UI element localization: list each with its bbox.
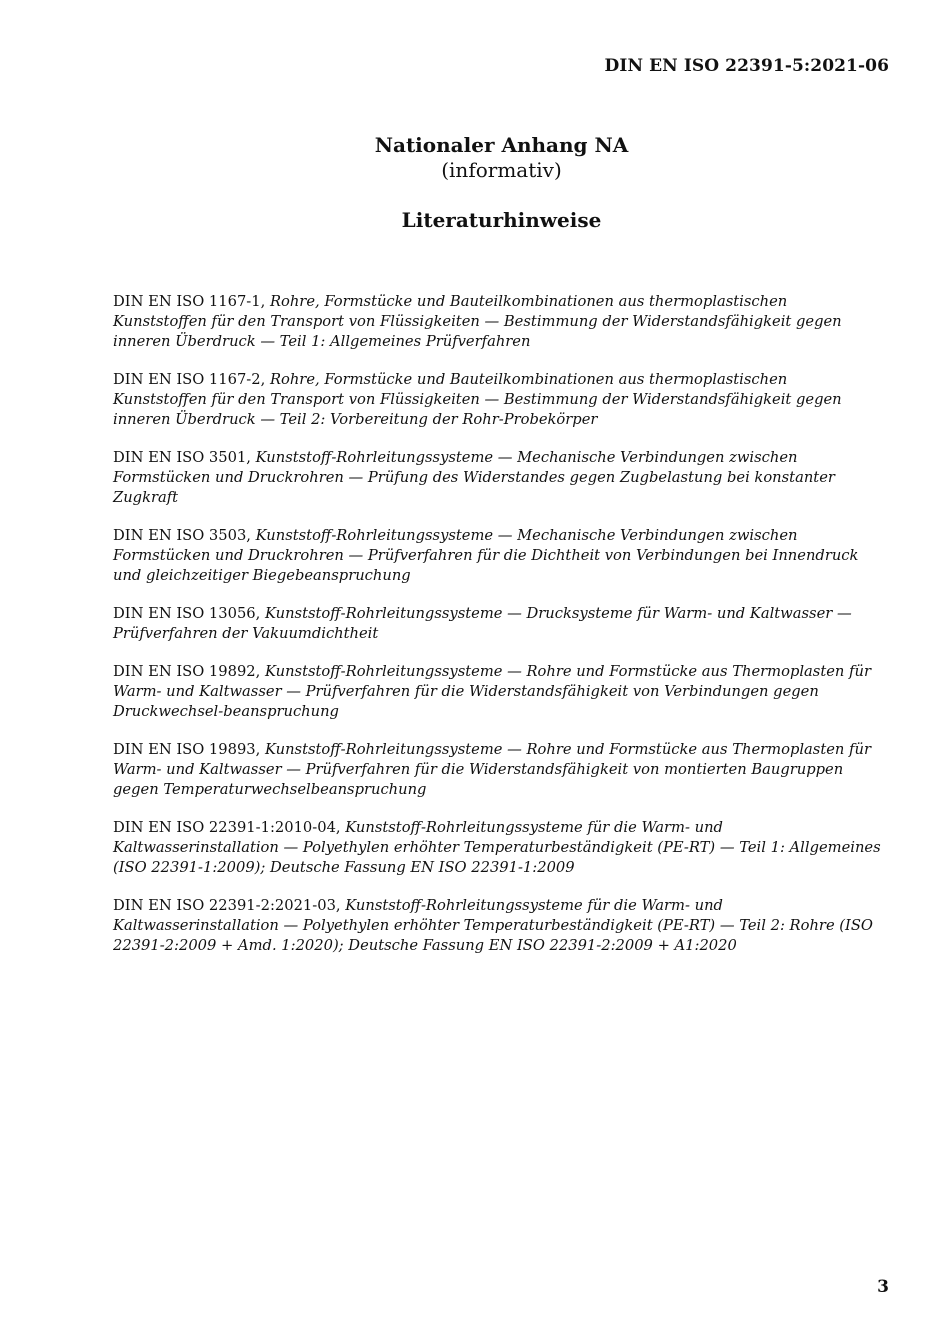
- reference-code: DIN EN ISO 3501,: [113, 449, 256, 466]
- reference-title: Kunststoff-Rohrleitungssysteme — Drucksysteme für Warm- und Kaltwasser — Prüfverfahren der Vakuumdichtheit: [113, 605, 852, 642]
- reference-code: DIN EN ISO 22391-2:2021-03,: [113, 897, 346, 914]
- page-number: 3: [877, 1277, 889, 1297]
- reference-title: Rohre, Formstücke und Bauteilkombinationen aus thermoplastischen Kunststoffen für den Transport von Flüssigkeiten — Bestimmung der Widerstandsfähigkeit gegen inneren Überdruck — Teil 2: Vorbereitung der Rohr-Probekörper: [113, 371, 842, 428]
- reference-code: DIN EN ISO 3503,: [113, 527, 256, 544]
- reference-entry: [113, 448, 883, 508]
- reference-code: DIN EN ISO 19892,: [113, 663, 265, 680]
- annex-heading: [0, 132, 950, 182]
- reference-title: Kunststoff-Rohrleitungssysteme für die Warm- und Kaltwasserinstallation — Polyethylen erhöhter Temperaturbeständigkeit (PE-RT) — Teil 2: Rohre (ISO 22391-2:2009 + Amd. 1:2020); Deutsche Fassung EN ISO 22391-2:2009 + A1:2020: [113, 897, 873, 954]
- reference-code: DIN EN ISO 1167-1,: [113, 293, 270, 310]
- reference-code: DIN EN ISO 13056,: [113, 605, 265, 622]
- reference-entry: [113, 662, 883, 722]
- reference-title: Kunststoff-Rohrleitungssysteme — Mechanische Verbindungen zwischen Formstücken und Druckrohren — Prüfung des Widerstandes gegen Zugbelastung bei konstanter Zugkraft: [113, 449, 835, 506]
- reference-title: Kunststoff-Rohrleitungssysteme — Rohre und Formstücke aus Thermoplasten für Warm- und Kaltwasser — Prüfverfahren für die Widerstandsfähigkeit von montierten Baugruppen gegen Temperaturwechselbeanspruchung: [113, 741, 871, 798]
- annex-subtitle: (informativ): [441, 158, 562, 182]
- annex-title: Nationaler Anhang NA: [374, 133, 629, 157]
- reference-code: DIN EN ISO 22391-1:2010-04,: [113, 819, 346, 836]
- reference-title: Kunststoff-Rohrleitungssysteme — Mechanische Verbindungen zwischen Formstücken und Druckrohren — Prüfverfahren für die Dichtheit von Verbindungen bei Innendruck und gleichzeitiger Biegebeanspruchung: [113, 527, 859, 584]
- reference-title: Rohre, Formstücke und Bauteilkombinationen aus thermoplastischen Kunststoffen für den Transport von Flüssigkeiten — Bestimmung der Widerstandsfähigkeit gegen inneren Überdruck — Teil 1: Allgemeines Prüfverfahren: [113, 293, 842, 350]
- bibliography-title: Literaturhinweise: [401, 208, 602, 232]
- document-id: DIN EN ISO 22391-5:2021-06: [604, 56, 889, 76]
- reference-entry: [113, 604, 883, 644]
- reference-entry: [113, 818, 883, 878]
- reference-entry: [113, 740, 883, 800]
- reference-entry: [113, 292, 883, 352]
- reference-list: [113, 292, 883, 974]
- reference-code: DIN EN ISO 1167-2,: [113, 371, 270, 388]
- reference-entry: [113, 896, 883, 956]
- reference-entry: [113, 370, 883, 430]
- reference-title: Kunststoff-Rohrleitungssysteme für die Warm- und Kaltwasserinstallation — Polyethylen erhöhter Temperaturbeständigkeit (PE-RT) — Teil 1: Allgemeines (ISO 22391-1:2009); Deutsche Fassung EN ISO 22391-1:2009: [113, 819, 881, 876]
- reference-code: DIN EN ISO 19893,: [113, 741, 265, 758]
- reference-entry: [113, 526, 883, 586]
- reference-title: Kunststoff-Rohrleitungssysteme — Rohre und Formstücke aus Thermoplasten für Warm- und Kaltwasser — Prüfverfahren für die Widerstandsfähigkeit von Verbindungen gegen Druckwechsel-beanspruchung: [113, 663, 871, 720]
